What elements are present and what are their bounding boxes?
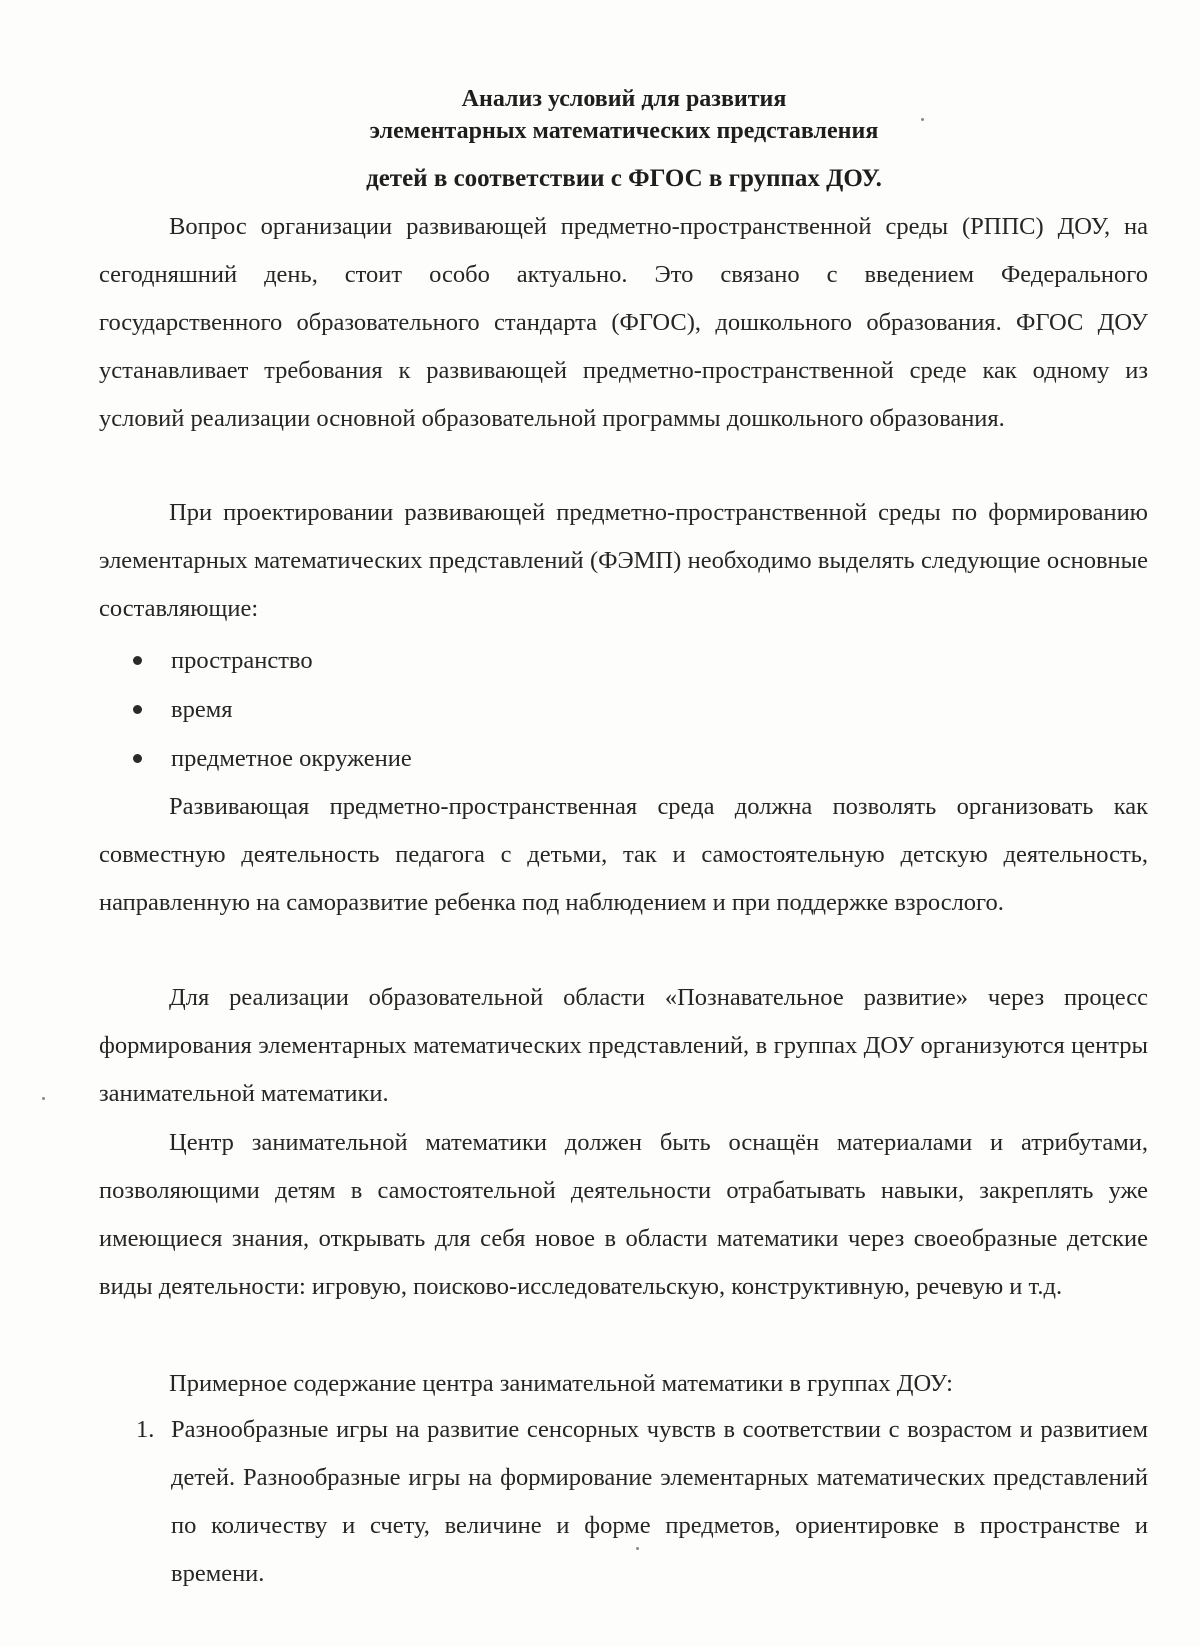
paragraph-rpps-intro: Вопрос организации развивающей предметно-пространственной среды (РППС) ДОУ, на сегодняшний день, стоит особо актуально. Это связано с введением Федерального государственного образовательного стандарта (ФГОС), дошкольного образования. ФГОС ДОУ устанавливает требования к развивающей предметно-пространственной среде как одному из условий реализации основной образовательной программы дошкольного образования. xyxy=(99,213,1148,432)
bullet-item xyxy=(133,636,933,685)
bullet-item-text: время xyxy=(171,696,233,723)
scan-speck xyxy=(42,1097,45,1100)
numbered-list-item xyxy=(136,1406,1148,1598)
center-content-numbered-list xyxy=(136,1406,1148,1598)
paragraph-cognitive-development: Для реализации образовательной области «Познавательное развитие» через процесс формирования элементарных математических представлений, в группах ДОУ организуются центры занимательной математики. xyxy=(99,984,1148,1107)
list-item-number: 1. xyxy=(136,1416,155,1443)
components-bullet-list xyxy=(133,636,933,783)
bullet-dot-icon xyxy=(133,705,142,714)
bullet-dot-icon xyxy=(133,754,142,763)
document-title-line-2: элементарных математических представления xyxy=(369,118,879,144)
bullet-item-text: пространство xyxy=(171,647,313,674)
bullet-item xyxy=(133,734,933,783)
document-title-line-3: детей в соответствии с ФГОС в группах ДОУ. xyxy=(366,165,882,192)
paragraph-environment-purpose: Развивающая предметно-пространственная среда должна позволять организовать как совместную деятельность педагога с детьми, так и самостоятельную детскую деятельность, направленную на саморазвитие ребенка под наблюдением и при поддержке взрослого. xyxy=(99,793,1148,916)
bullet-item-text: предметное окружение xyxy=(171,745,412,772)
paragraph-femp-components: При проектировании развивающей предметно-пространственной среды по формированию элементарных математических представлений (ФЭМП) необходимо выделять следующие основные составляющие: xyxy=(99,499,1148,622)
bullet-item xyxy=(133,685,933,734)
paragraph-center-content-intro: Примерное содержание центра занимательной математики в группах ДОУ: xyxy=(169,1370,953,1397)
document-title-line-1: Анализ условий для развития xyxy=(461,86,787,112)
bullet-dot-icon xyxy=(133,656,142,665)
list-item-text: Разнообразные игры на развитие сенсорных чувств в соответствии с возрастом и развитием детей. Разнообразные игры на формирование элементарных математических представлений по количеству и счету, величине и форме предметов, ориентировке в пространстве и времени. xyxy=(171,1416,1148,1587)
scan-speck xyxy=(636,1547,639,1550)
scan-speck xyxy=(921,118,924,121)
paragraph-center-equipment: Центр занимательной математики должен быть оснащён материалами и атрибутами, позволяющими детям в самостоятельной деятельности отрабатывать навыки, закреплять уже имеющиеся знания, открывать для себя новое в области математики через своеобразные детские виды деятельности: игровую, поисково-исследовательскую, конструктивную, речевую и т.д. xyxy=(99,1129,1148,1300)
